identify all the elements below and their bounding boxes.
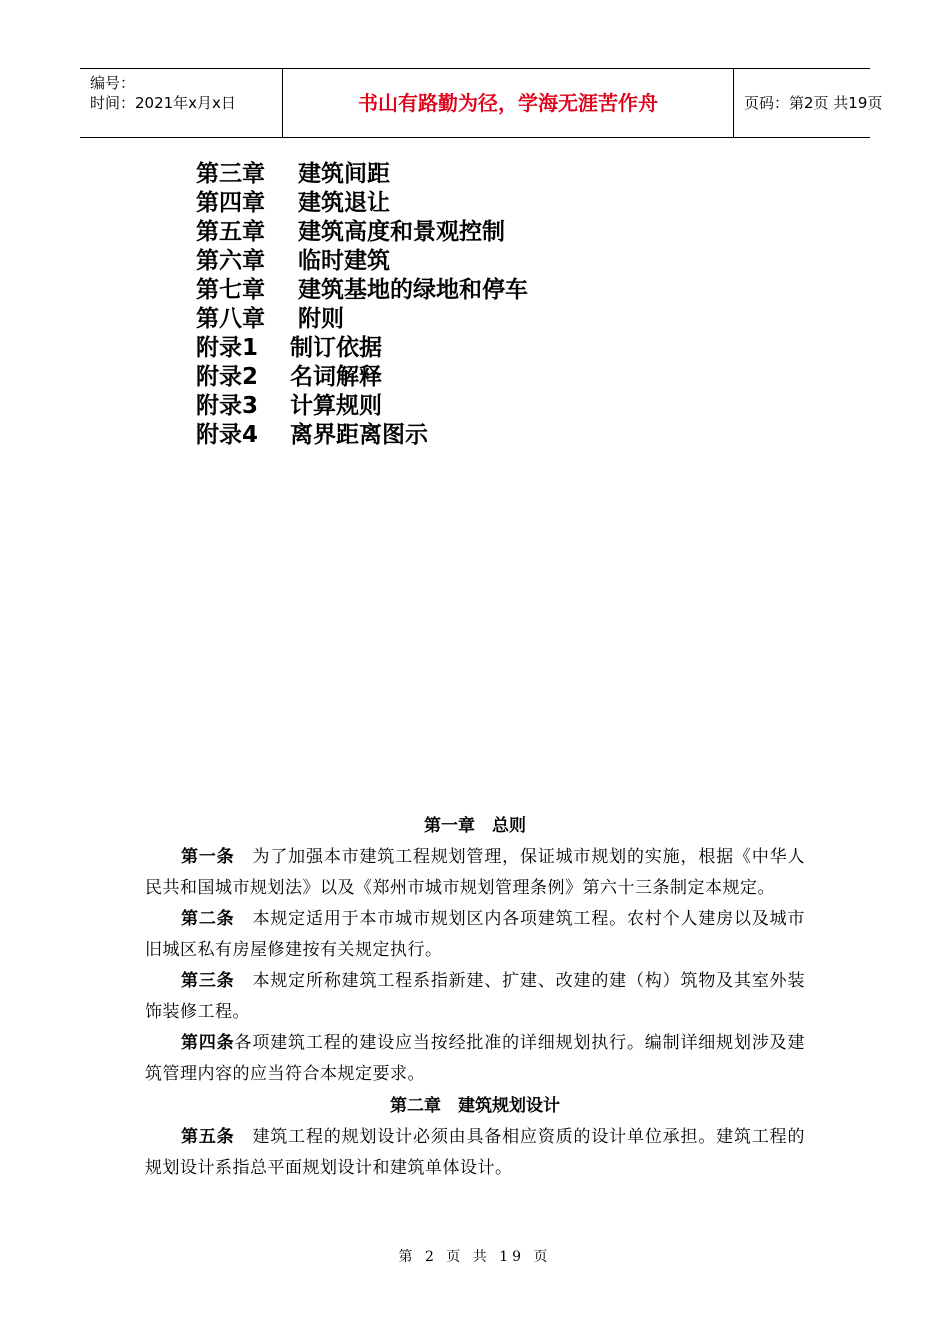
article-label: 第五条 xyxy=(181,1127,235,1147)
table-of-contents xyxy=(196,160,528,450)
toc-item-number: 第六章 xyxy=(196,248,265,274)
article-label: 第四条 xyxy=(181,1033,235,1053)
toc-item xyxy=(196,218,528,247)
article-text: 为了加强本市建筑工程规划管理，保证城市规划的实施，根据《中华人民共和国城市规划法》以及《郑州市城市规划管理条例》第六十三条制定本规定。 xyxy=(145,847,805,898)
toc-item xyxy=(196,247,528,276)
header-meta xyxy=(80,69,283,137)
toc-item-number: 第七章 xyxy=(196,277,265,303)
toc-item xyxy=(196,392,528,421)
article-paragraph xyxy=(145,966,805,1028)
toc-item-number: 附录1 xyxy=(196,335,259,361)
toc-item-title: 名词解释 xyxy=(290,364,382,390)
article-paragraph xyxy=(145,1028,805,1090)
doc-number-label: 编号： xyxy=(90,74,136,92)
toc-item xyxy=(196,305,528,334)
article-text: 各项建筑工程的建设应当按经批准的详细规划执行。编制详细规划涉及建筑管理内容的应当符合本规定要求。 xyxy=(145,1033,805,1084)
article-paragraph xyxy=(145,904,805,966)
toc-item-title: 制订依据 xyxy=(290,335,382,361)
article-text: 建筑工程的规划设计必须由具备相应资质的设计单位承担。建筑工程的规划设计系指总平面规划设计和建筑单体设计。 xyxy=(145,1127,805,1178)
page-header xyxy=(80,68,883,138)
toc-item xyxy=(196,421,528,450)
toc-item-number: 附录3 xyxy=(196,393,259,419)
toc-item-number: 附录4 xyxy=(196,422,259,448)
article-paragraph xyxy=(145,842,805,904)
toc-item-number: 附录2 xyxy=(196,364,259,390)
header-page-label: 页码：第2页 共19页 xyxy=(744,94,883,112)
article-text: 本规定适用于本市城市规划区内各项建筑工程。农村个人建房以及城市旧城区私有房屋修建按有关规定执行。 xyxy=(145,909,805,960)
toc-item-title: 建筑高度和景观控制 xyxy=(298,219,505,245)
toc-item-title: 计算规则 xyxy=(290,393,382,419)
toc-item xyxy=(196,160,528,189)
toc-item-title: 附则 xyxy=(298,306,344,332)
toc-item-number: 第四章 xyxy=(196,190,265,216)
toc-item-title: 建筑间距 xyxy=(298,161,390,187)
page-footer: 第 2 页 共 19 页 xyxy=(398,1249,552,1265)
toc-item-number: 第五章 xyxy=(196,219,265,245)
toc-item-title: 建筑退让 xyxy=(298,190,390,216)
article-paragraph xyxy=(145,1122,805,1184)
toc-item-number: 第八章 xyxy=(196,306,265,332)
toc-item xyxy=(196,189,528,218)
header-motto: 书山有路勤为径，学海无涯苦作舟 xyxy=(283,69,734,137)
toc-item-title: 临时建筑 xyxy=(298,248,390,274)
toc-item xyxy=(196,334,528,363)
toc-item-title: 建筑基地的绿地和停车 xyxy=(298,277,528,303)
toc-item xyxy=(196,363,528,392)
chapter-title: 第一章 总则 xyxy=(424,816,526,836)
article-text: 本规定所称建筑工程系指新建、扩建、改建的建（构）筑物及其室外装饰装修工程。 xyxy=(145,971,805,1022)
document-body xyxy=(145,810,805,1184)
doc-time-label: 时间：2021年x月x日 xyxy=(90,94,236,112)
toc-item-title: 离界距离图示 xyxy=(290,422,428,448)
chapter-title: 第二章 建筑规划设计 xyxy=(390,1096,560,1116)
article-label: 第二条 xyxy=(181,909,235,929)
toc-item-number: 第三章 xyxy=(196,161,265,187)
toc-item xyxy=(196,276,528,305)
article-label: 第三条 xyxy=(181,971,235,991)
article-label: 第一条 xyxy=(181,847,235,867)
